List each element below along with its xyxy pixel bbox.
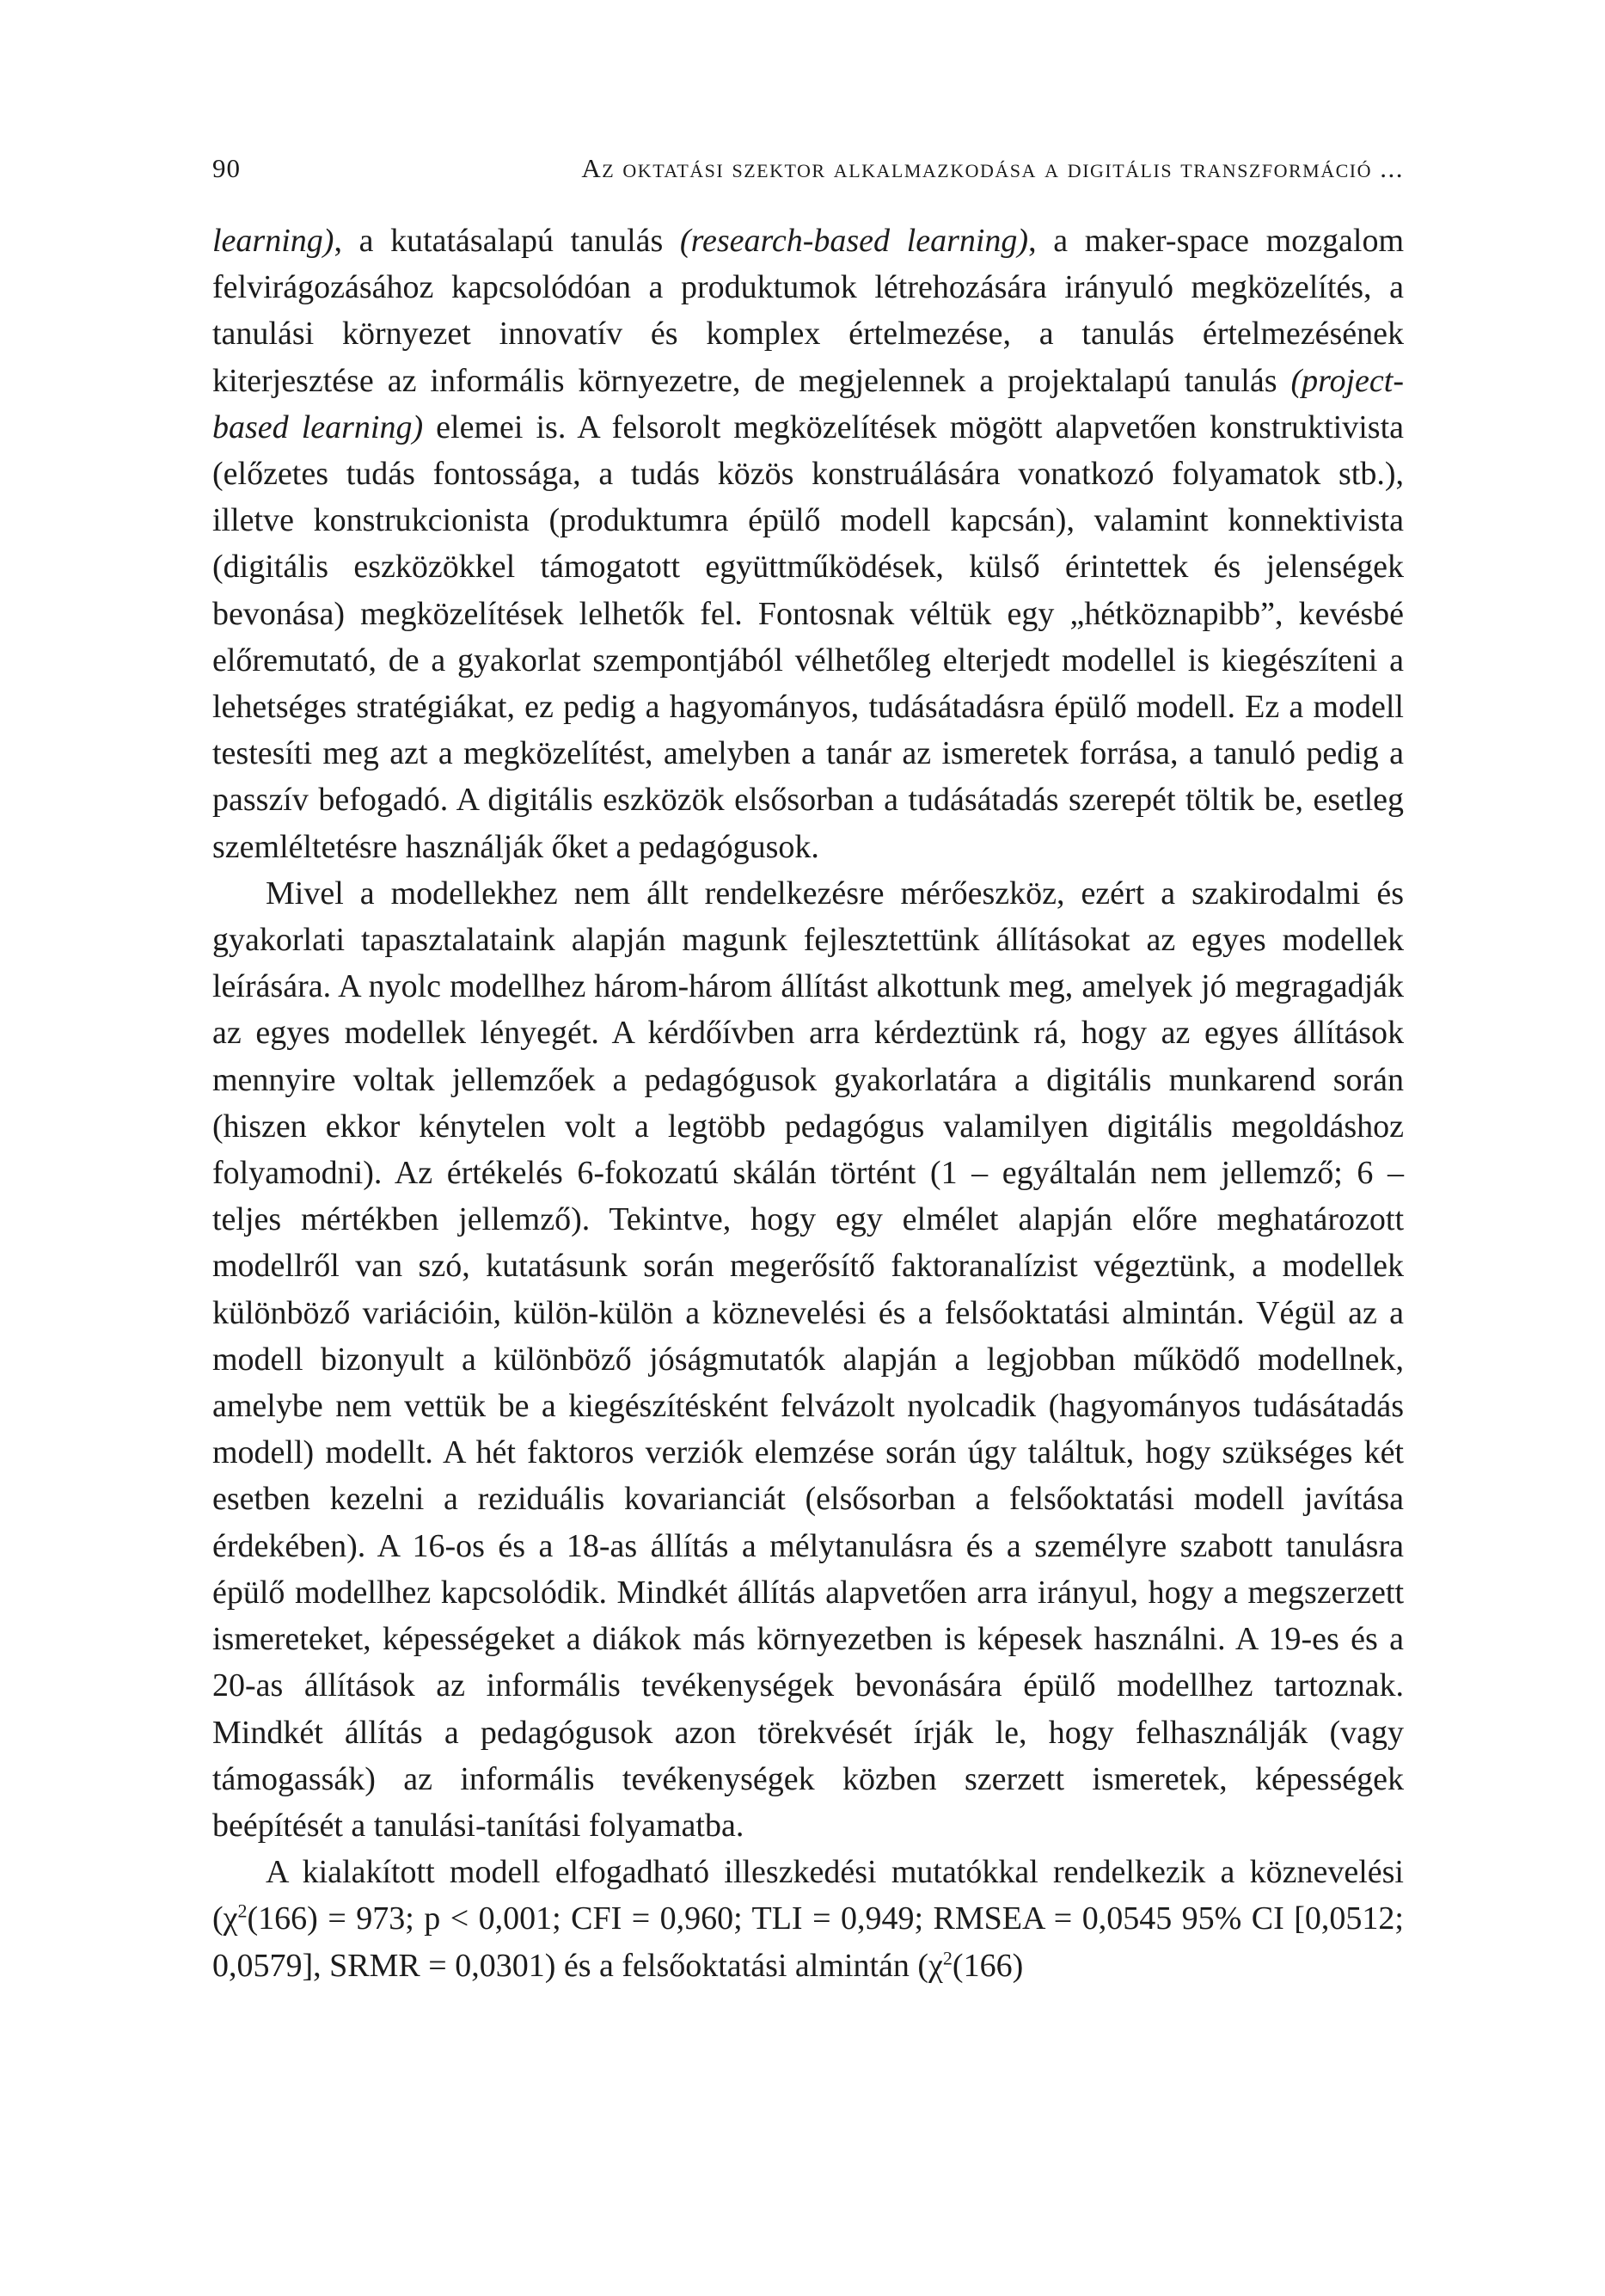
text-segment: (research-based learning)	[679, 223, 1029, 259]
body-text	[212, 218, 1404, 1989]
superscript: 2	[942, 1946, 953, 1968]
text-segment: (166) = 973; p < 0,001; CFI = 0,960; TLI = 0,949; RMSEA = 0,0545 95% CI [0,0512; 0,0579], SRMR = 0,0301) és a felsőoktatási almintán (χ	[212, 1900, 1404, 1984]
page-number: 90	[212, 153, 241, 183]
text-segment: A kialakított modell elfogadható illeszkedési mutatókkal rendelkezik a köznevelési (χ	[212, 1854, 1404, 1937]
text-segment: (166)	[952, 1947, 1024, 1984]
text-segment: (project-based learning)	[212, 362, 1404, 445]
text-segment: learning)	[212, 223, 334, 259]
superscript: 2	[237, 1900, 248, 1922]
paragraph-2	[212, 870, 1404, 1849]
running-title: Az oktatási szektor alkalmazkodása a digitális transzformáció ...	[581, 153, 1404, 183]
text-segment: , a maker-space mozgalom felvirágozásához kapcsolódóan a produktumok létrehozására irányuló megközelítés, a tanulási környezet innovatív és komplex értelmezése, a tanulás értelmezésének kiterjesztése az informális környezetre, de megjelennek a projektalapú tanulás	[212, 223, 1404, 399]
paragraph-3	[212, 1849, 1404, 1989]
text-segment: , a kutatásalapú tanulás	[334, 223, 680, 259]
paragraph-1	[212, 218, 1404, 870]
running-head	[212, 153, 1404, 196]
text-segment: Mivel a modellekhez nem állt rendelkezésre mérőeszköz, ezért a szakirodalmi és gyakorlati tapasztalataink alapján magunk fejlesztettünk állításokat az egyes modellek leírására. A nyolc modellhez három-három állítást alkottunk meg, amelyek jó megragadják az egyes modellek lényegét. A kérdőívben arra kérdeztünk rá, hogy az egyes állítások mennyire voltak jellemzőek a pedagógusok gyakorlatára a digitális munkarend során (hiszen ekkor kénytelen volt a legtöbb pedagógus valamilyen digitális megoldáshoz folyamodni). Az értékelés 6-fokozatú skálán történt (1 – egyáltalán nem jellemző; 6 – teljes mértékben jellemző). Tekintve, hogy egy elmélet alapján előre meghatározott modellről van szó, kutatásunk során megerősítő faktoranalízist végeztünk, a modellek különböző variációin, külön-külön a köznevelési és a felsőoktatási almintán. Végül az a modell bizonyult a különböző jóságmutatók alapján a legjobban működő modellnek, amelybe nem vettük be a kiegészítésként felvázolt nyolcadik (hagyományos tudásátadás modell) modellt. A hét faktoros verziók elemzése során úgy találtuk, hogy szükséges két esetben kezelni a reziduális kovarianciát (elsősorban a felsőoktatási modell javítása érdekében). A 16-os és a 18-as állítás a mélytanulásra és a személyre szabott tanulásra épülő modellhez kapcsolódik. Mindkét állítás alapvetően arra irányul, hogy a megszerzett ismereteket, képességeket a diákok más környezetben is képesek használni. A 19-es és a 20-as állítások az informális tevékenységek bevonására épülő modellhez tartoznak. Mindkét állítás a pedagógusok azon törekvését írják le, hogy felhasználják (vagy támogassák) az informális tevékenységek közben szerzett ismeretek, képességek beépítését a tanulási-tanítási folyamatba.	[212, 875, 1404, 1844]
text-segment: elemei is. A felsorolt megközelítések mögött alapvetően konstruktivista (előzetes tudás fontossága, a tudás közös konstruálására vonatkozó folyamatok stb.), illetve konstrukcionista (produktumra épülő modell kapcsán), valamint konnektivista (digitális eszközökkel támogatott együttműködések, külső érintettek és jelenségek bevonása) megközelítések lelhetők fel. Fontosnak véltük egy „hétköznapibb”, kevésbé előremutató, de a gyakorlat szempontjából vélhetőleg elterjedt modellel is kiegészíteni a lehetséges stratégiákat, ez pedig a hagyományos, tudásátadásra épülő modell. Ez a modell testesíti meg azt a megközelítést, amelyben a tanár az ismeretek forrása, a tanuló pedig a passzív befogadó. A digitális eszközök elsősorban a tudásátadás szerepét töltik be, esetleg szemléltetésre használják őket a pedagógusok.	[212, 408, 1404, 865]
